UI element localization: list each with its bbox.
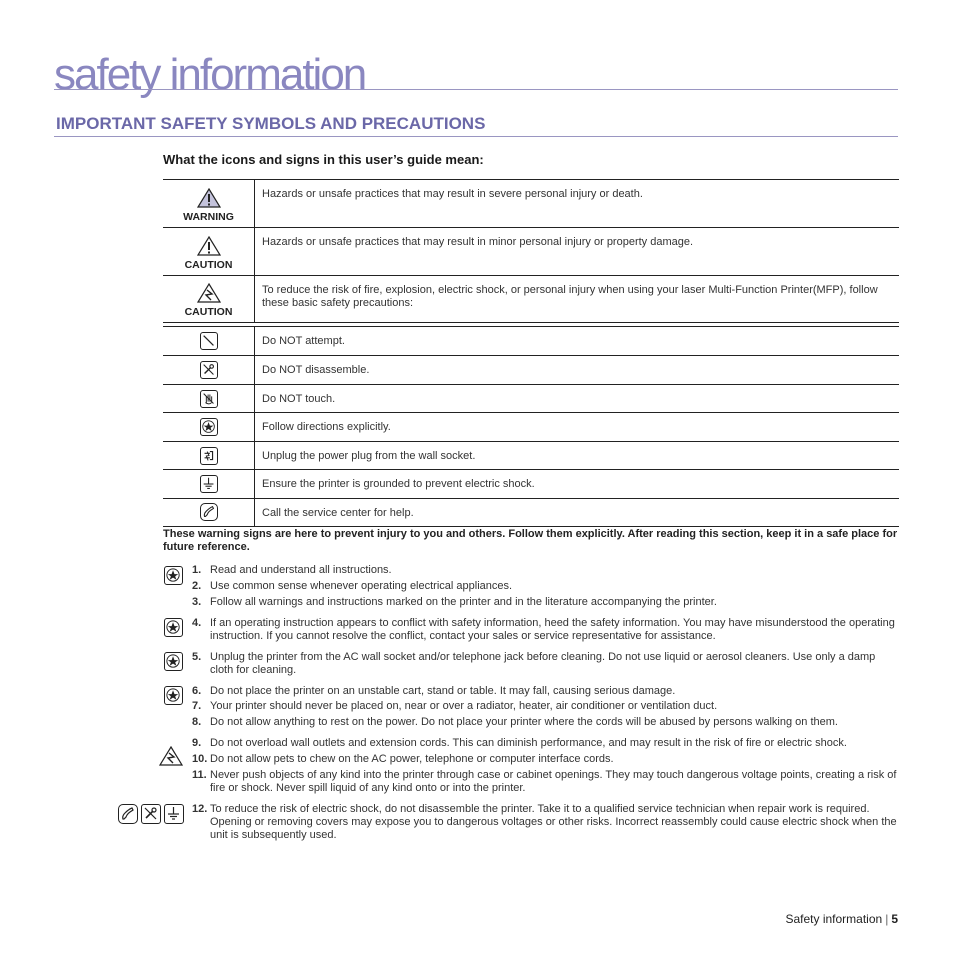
- footer-separator: |: [885, 912, 889, 926]
- item-number: 12.: [192, 803, 208, 815]
- ground-icon: [164, 804, 184, 824]
- electric-caution-icon: [197, 283, 221, 303]
- symbol-label: CAUTION: [184, 259, 233, 271]
- symbol-description: Hazards or unsafe practices that may result in minor personal injury or property damage.: [255, 228, 900, 276]
- list-item: [192, 803, 898, 842]
- item-text: Do not allow pets to chew on the AC power, telephone or computer interface cords.: [210, 753, 614, 765]
- symbol-row-electric-caution: [163, 276, 899, 323]
- warning-paragraph: These warning signs are here to prevent injury to you and others. Follow them explicitly. After reading this section, keep it in a safe place for future reference.: [163, 528, 898, 553]
- do-not-disassemble-icon: [200, 361, 218, 379]
- symbol-description: Do NOT touch.: [255, 385, 900, 413]
- symbol-cell: [163, 276, 255, 323]
- list-item: [192, 596, 898, 609]
- section-rule: [54, 136, 898, 137]
- primary-symbols-table: [163, 179, 899, 323]
- item-text: Use common sense whenever operating electrical appliances.: [210, 580, 513, 592]
- symbol-row: [163, 499, 899, 527]
- symbol-cell: [163, 327, 255, 356]
- list-item: [192, 580, 898, 593]
- item-number: 8.: [192, 716, 202, 728]
- page-number: 5: [891, 912, 898, 926]
- list-item: [192, 716, 898, 729]
- page-footer: [785, 912, 898, 926]
- symbol-description: Call the service center for help.: [255, 499, 900, 527]
- item-text: Never push objects of any kind into the printer through case or cabinet openings. They may touch dangerous voltage points, creating a risk of fire or shock. Never spill liquid of any kind onto or into the printer.: [210, 769, 897, 794]
- electric-caution-icon: [159, 746, 183, 766]
- symbol-row: [163, 356, 899, 385]
- symbol-cell: [163, 356, 255, 385]
- item-text: Do not place the printer on an unstable cart, stand or table. It may fall, causing serious damage.: [210, 685, 676, 697]
- symbol-cell: [163, 499, 255, 527]
- symbol-row: [163, 385, 899, 413]
- symbol-row: [163, 327, 899, 356]
- item-text: Do not allow anything to rest on the power. Do not place your printer where the cords will be abused by persons walking on them.: [210, 716, 838, 728]
- item-text: To reduce the risk of electric shock, do not disassemble the printer. Take it to a qualified service technician when repair work is required. Opening or removing covers may expose you to dangerous voltages or other risks. Incorrect reassembly could cause electric shock when the unit is subsequently used.: [210, 803, 897, 841]
- follow-directions-icon: [164, 618, 183, 637]
- intro-heading: What the icons and signs in this user’s guide mean:: [163, 152, 484, 167]
- symbol-cell: [163, 413, 255, 442]
- follow-directions-icon: [164, 686, 183, 705]
- list-item: [192, 564, 898, 577]
- list-item: [192, 700, 898, 713]
- item-number: 3.: [192, 596, 202, 608]
- symbol-row-caution: [163, 228, 899, 276]
- item-number: 7.: [192, 700, 202, 712]
- unplug-icon: [200, 447, 218, 465]
- symbol-description: Hazards or unsafe practices that may result in severe personal injury or death.: [255, 180, 900, 228]
- item-text: Unplug the printer from the AC wall socket and/or telephone jack before cleaning. Do not use liquid or aerosol cleaners. Use only a damp cloth for cleaning.: [210, 651, 876, 676]
- symbol-row-warning: [163, 180, 899, 228]
- symbol-row: [163, 413, 899, 442]
- do-not-disassemble-icon: [141, 804, 161, 824]
- symbol-label: CAUTION: [184, 306, 233, 318]
- symbol-description: Follow directions explicitly.: [255, 413, 900, 442]
- secondary-symbols-table: [163, 326, 899, 527]
- follow-directions-icon: [200, 418, 218, 436]
- symbol-cell: [163, 228, 255, 276]
- follow-directions-icon: [164, 566, 183, 585]
- list-item: [192, 651, 898, 677]
- item-text: Your printer should never be placed on, near or over a radiator, heater, air conditioner or ventilation duct.: [210, 700, 718, 712]
- item-text: Read and understand all instructions.: [210, 564, 392, 576]
- item-number: 1.: [192, 564, 202, 576]
- symbol-cell: [163, 180, 255, 228]
- footer-label: Safety information: [785, 912, 883, 926]
- ground-icon: [200, 475, 218, 493]
- section-title: IMPORTANT SAFETY SYMBOLS AND PRECAUTIONS: [56, 114, 486, 133]
- symbol-description: Do NOT disassemble.: [255, 356, 900, 385]
- do-not-attempt-icon: [200, 332, 218, 350]
- item-number: 5.: [192, 651, 202, 663]
- caution-triangle-icon: [197, 236, 221, 256]
- symbol-cell: [163, 470, 255, 499]
- item-number: 6.: [192, 685, 202, 697]
- symbol-cell: [163, 385, 255, 413]
- item-number: 10.: [192, 753, 208, 765]
- symbol-row: [163, 442, 899, 470]
- item-number: 9.: [192, 737, 202, 749]
- item-number: 11.: [192, 769, 207, 781]
- service-phone-icon: [118, 804, 138, 824]
- do-not-touch-icon: [200, 390, 218, 408]
- title-rule: [54, 89, 898, 90]
- item-number: 4.: [192, 617, 202, 629]
- symbol-row: [163, 470, 899, 499]
- item-text: Do not overload wall outlets and extension cords. This can diminish performance, and may result in the risk of fire or electric shock.: [210, 737, 847, 749]
- symbol-label: WARNING: [183, 211, 234, 223]
- item-text: If an operating instruction appears to conflict with safety information, heed the safety information. You may have misunderstood the operating instruction. If you cannot resolve the conflict, contact your sales or service representative for assistance.: [210, 617, 895, 642]
- symbol-description: Unplug the power plug from the wall socket.: [255, 442, 900, 470]
- warning-triangle-icon: [197, 188, 221, 208]
- page-title: safety information: [54, 50, 366, 99]
- list-item: [192, 737, 898, 750]
- item-text: Follow all warnings and instructions marked on the printer and in the literature accompanying the printer.: [210, 596, 717, 608]
- list-item: [192, 617, 898, 643]
- symbol-description: Ensure the printer is grounded to prevent electric shock.: [255, 470, 900, 499]
- list-item: [192, 753, 898, 766]
- symbol-description: To reduce the risk of fire, explosion, electric shock, or personal injury when using your laser Multi-Function Printer(MFP), follow these basic safety precautions:: [255, 276, 900, 323]
- symbol-description: Do NOT attempt.: [255, 327, 900, 356]
- list-item: [192, 685, 898, 698]
- service-phone-icon: [200, 503, 218, 521]
- item-number: 2.: [192, 580, 202, 592]
- follow-directions-icon: [164, 652, 183, 671]
- list-item: [192, 769, 898, 795]
- symbol-cell: [163, 442, 255, 470]
